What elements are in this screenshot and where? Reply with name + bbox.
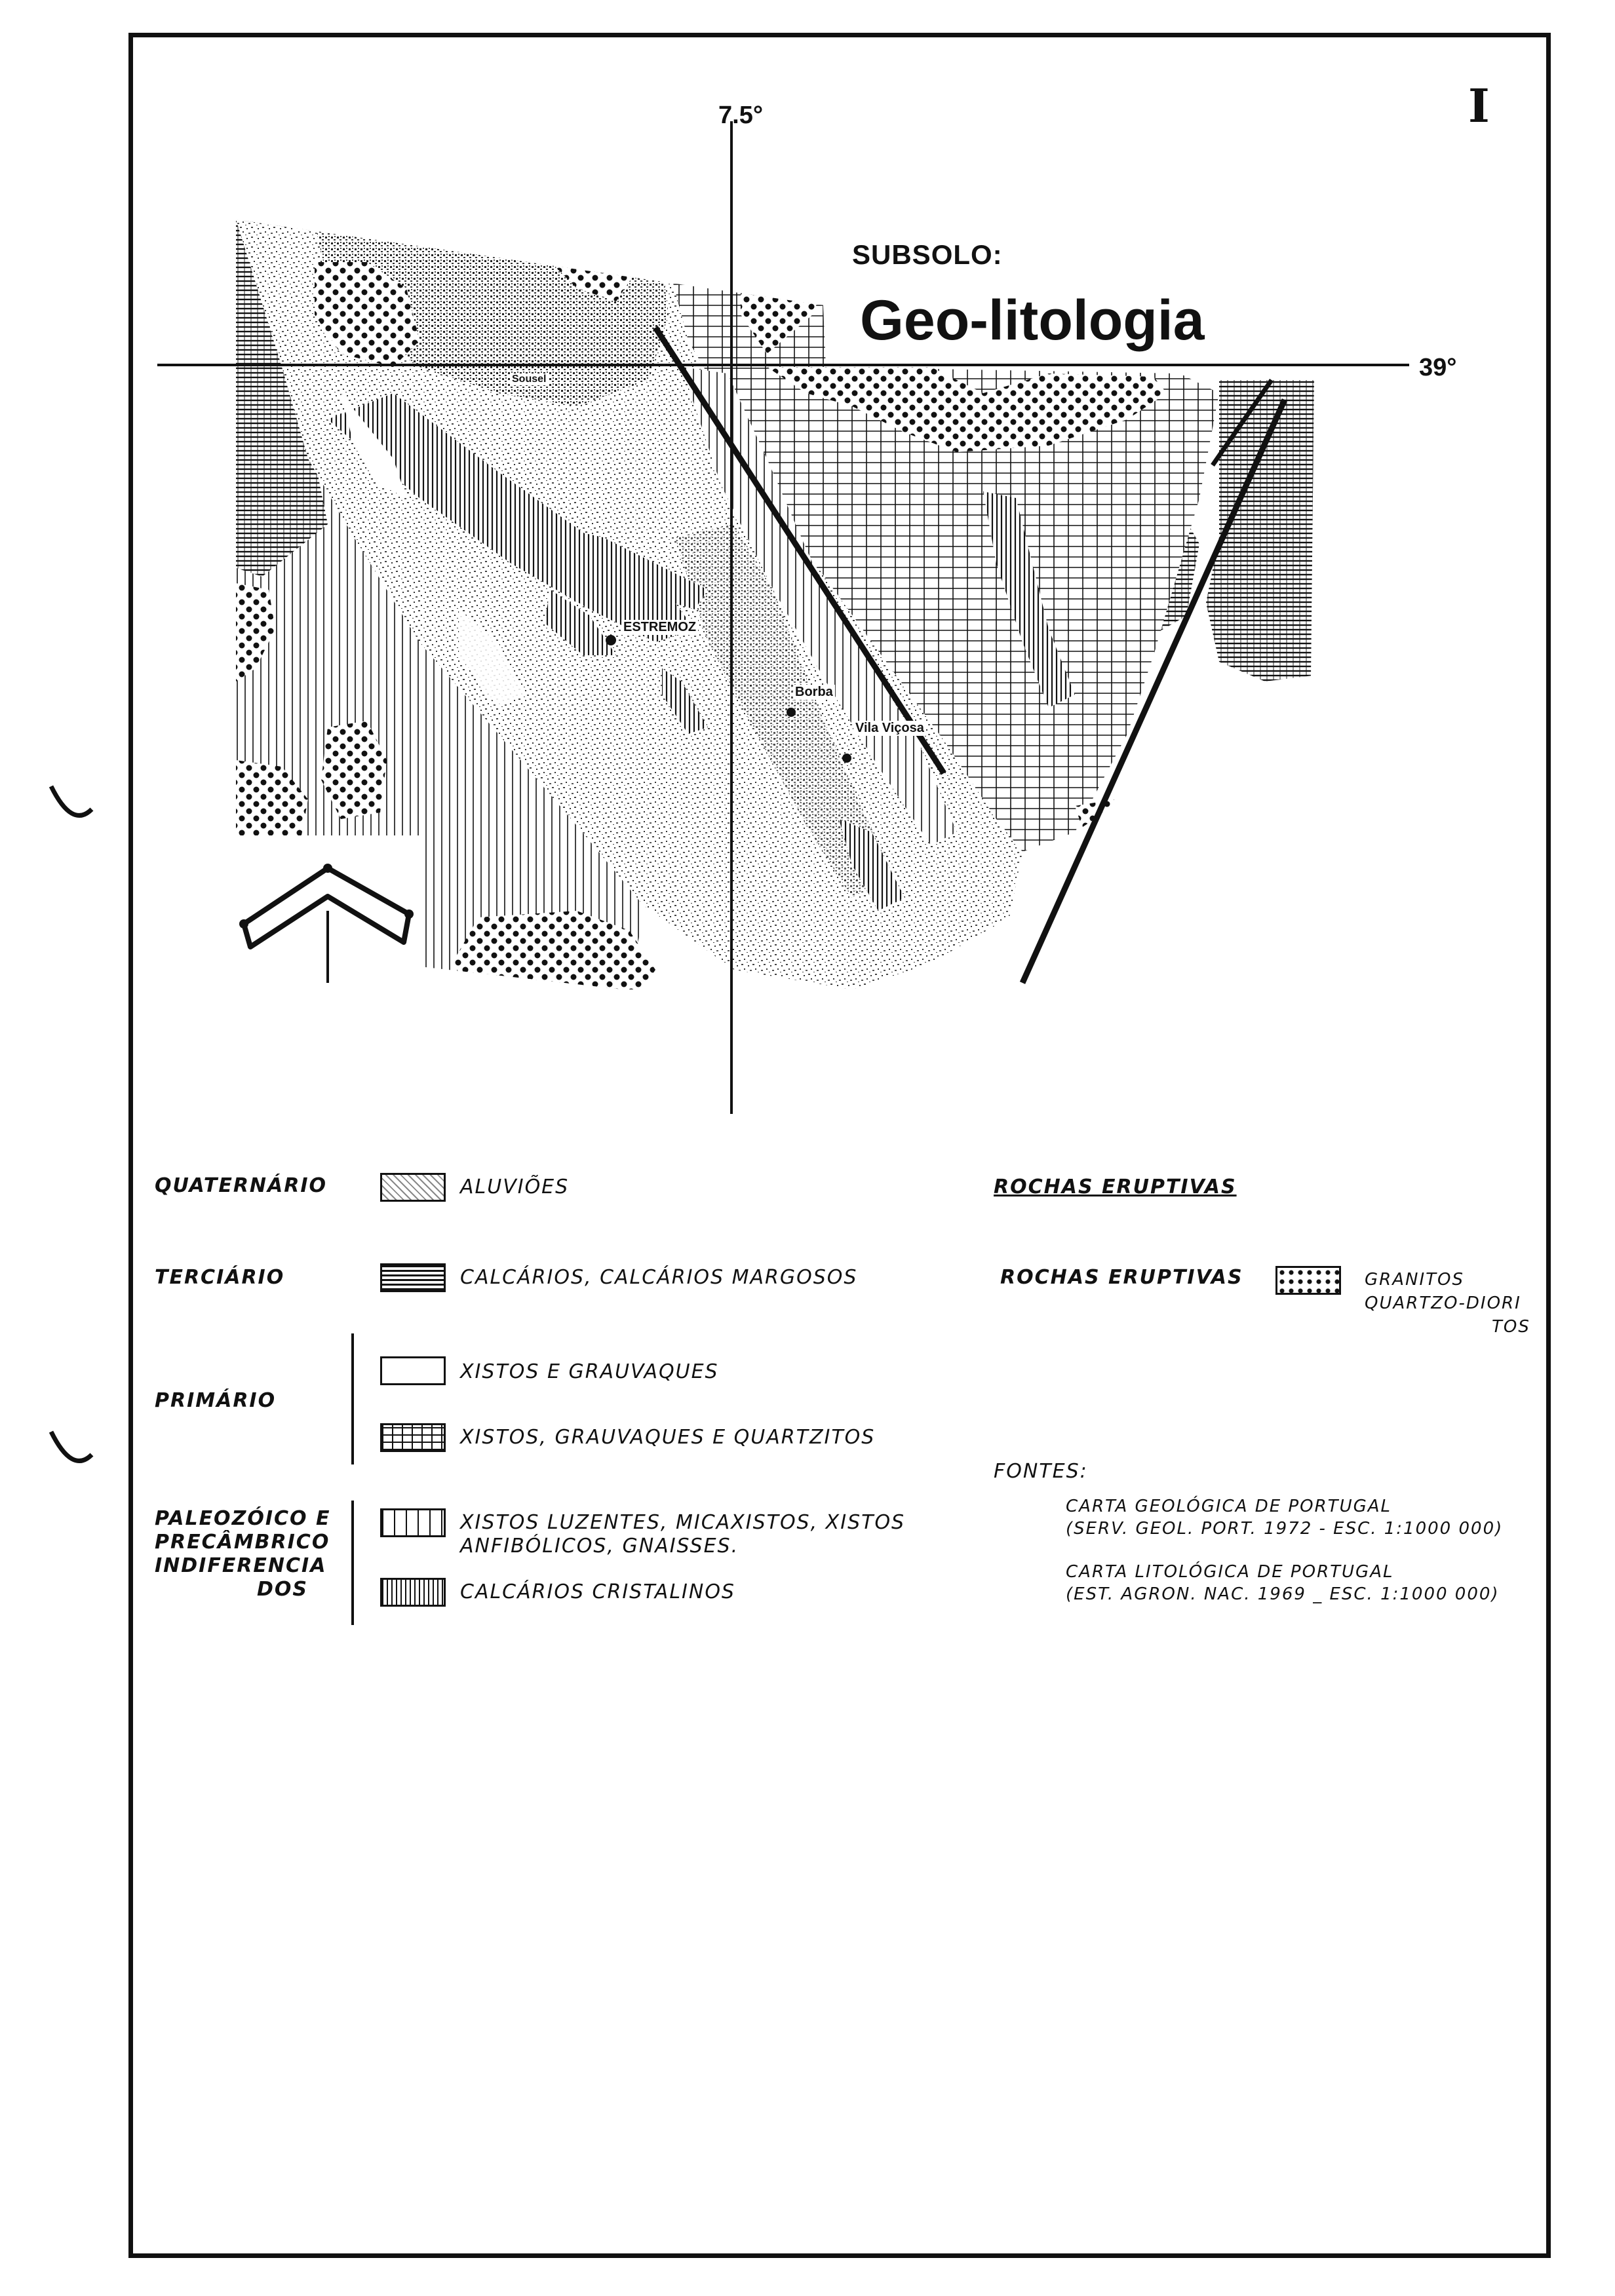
legend-label-xistos-luzentes-line1: XISTOS LUZENTES, MICAXISTOS, XISTOS <box>460 1511 906 1534</box>
legend-era-paleozoico-line4: DOS <box>257 1578 309 1601</box>
town-label-vila-vicosa: Vila Viçosa <box>853 721 926 736</box>
legend-swatch-xistos-luzentes <box>380 1508 446 1537</box>
town-label-estremoz: ESTREMOZ <box>621 620 698 635</box>
legend-era-primario: PRIMÁRIO <box>155 1389 277 1412</box>
source-line-4: (EST. AGRON. NAC. 1969 _ ESC. 1:1000 000) <box>1066 1584 1500 1604</box>
town-marker-estremoz <box>606 635 616 645</box>
legend-label-xistos-grauvaques: XISTOS E GRAUVAQUES <box>460 1360 719 1383</box>
legend-era-paleozoico-line1: PALEOZÓICO E <box>155 1507 331 1530</box>
legend-era-paleozoico-line3: INDIFERENCIA <box>155 1554 327 1577</box>
legend-heading-eruptivas: ROCHAS ERUPTIVAS <box>994 1176 1237 1198</box>
legend-swatch-quartzitos <box>380 1423 446 1452</box>
parallel-label: 39° <box>1419 354 1457 381</box>
north-arrow-icon <box>239 864 414 983</box>
legend-swatch-xistos-grauvaques <box>380 1356 446 1385</box>
sources-heading: FONTES: <box>994 1460 1088 1483</box>
legend-label-calcarios: CALCÁRIOS, CALCÁRIOS MARGOSOS <box>460 1266 858 1289</box>
legend-label-rochas-eruptivas: ROCHAS ERUPTIVAS <box>1000 1266 1243 1289</box>
town-label-sousel: Sousel <box>510 373 548 385</box>
legend-label-granitos-line2: QUARTZO-DIORI <box>1365 1293 1521 1313</box>
town-marker-borba <box>787 708 796 717</box>
town-label-borba: Borba <box>793 685 835 700</box>
legend-label-calcarios-cristalinos: CALCÁRIOS CRISTALINOS <box>460 1580 735 1603</box>
town-marker-vila-vicosa <box>842 754 851 763</box>
legend-swatch-calcarios-cristalinos <box>380 1578 446 1607</box>
legend-label-aluvioes: ALUVIÕES <box>460 1176 570 1198</box>
legend-swatch-aluvioes <box>380 1173 446 1202</box>
source-line-2: (SERV. GEOL. PORT. 1972 - ESC. 1:1000 000) <box>1066 1519 1504 1539</box>
legend-era-terciario: TERCIÁRIO <box>155 1266 285 1289</box>
legend-era-paleozoico-line2: PRECÂMBRICO <box>155 1531 330 1554</box>
legend-label-quartzitos: XISTOS, GRAUVAQUES E QUARTZITOS <box>460 1426 876 1449</box>
source-line-3: CARTA LITOLÓGICA DE PORTUGAL <box>1066 1562 1394 1582</box>
map-subtitle: SUBSOLO: <box>852 239 1003 270</box>
legend-swatch-calcarios <box>380 1263 446 1292</box>
legend-era-quaternario: QUATERNÁRIO <box>155 1174 328 1197</box>
legend-swatch-granitos <box>1275 1266 1341 1295</box>
sheet-number: I <box>1468 79 1490 133</box>
meridian-label: 7.5° <box>718 102 764 129</box>
legend-label-granitos-line1: GRANITOS <box>1365 1270 1464 1290</box>
map-title: Geo-litologia <box>860 289 1205 352</box>
source-line-1: CARTA GEOLÓGICA DE PORTUGAL <box>1066 1497 1392 1516</box>
legend-label-granitos-line3: TOS <box>1492 1317 1530 1337</box>
legend-label-xistos-luzentes-line2: ANFIBÓLICOS, GNAISSES. <box>460 1535 739 1558</box>
